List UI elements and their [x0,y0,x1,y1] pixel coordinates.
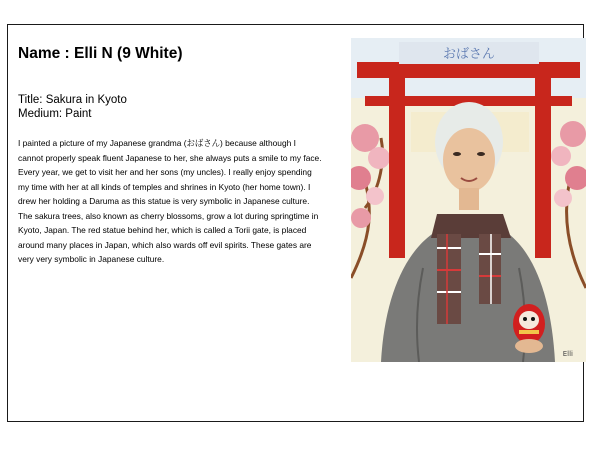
torii-right-post [535,78,551,258]
artwork-description: I painted a picture of my Japanese grandma (おばさん) because although I cannot properly speak fluent Japanese to her, she always puts a smile to my face. Every year, we get to visit her and her sons (my uncles). I really enjoy spending my time with her at all kinds of temples and shrines in Kyoto (her home town). I drew her holding a Daruma as this statue is very symbolic in Japanese culture. The sakura trees, also known as cherry blossoms, grow a lot during springtime in Kyoto, Japan. The red statue behind her, which is called a Torii gate, is placed around many places in Japan, which also wards off evil spirits. These gates are very very symbolic in Japanese culture. [18,138,322,264]
torii-sign-text: おばさん [442,47,496,62]
slide [7,24,584,422]
artist-signature: Elli [562,350,573,358]
daruma [513,304,545,344]
torii-top-beam [357,62,580,78]
hand [515,339,543,353]
torii-left-post [389,78,405,258]
artwork-medium: Medium: Paint [18,108,92,120]
artwork-title: Title: Sakura in Kyoto [18,94,127,106]
painting [351,38,586,362]
student-name: Name : Elli N (9 White) [18,45,183,62]
